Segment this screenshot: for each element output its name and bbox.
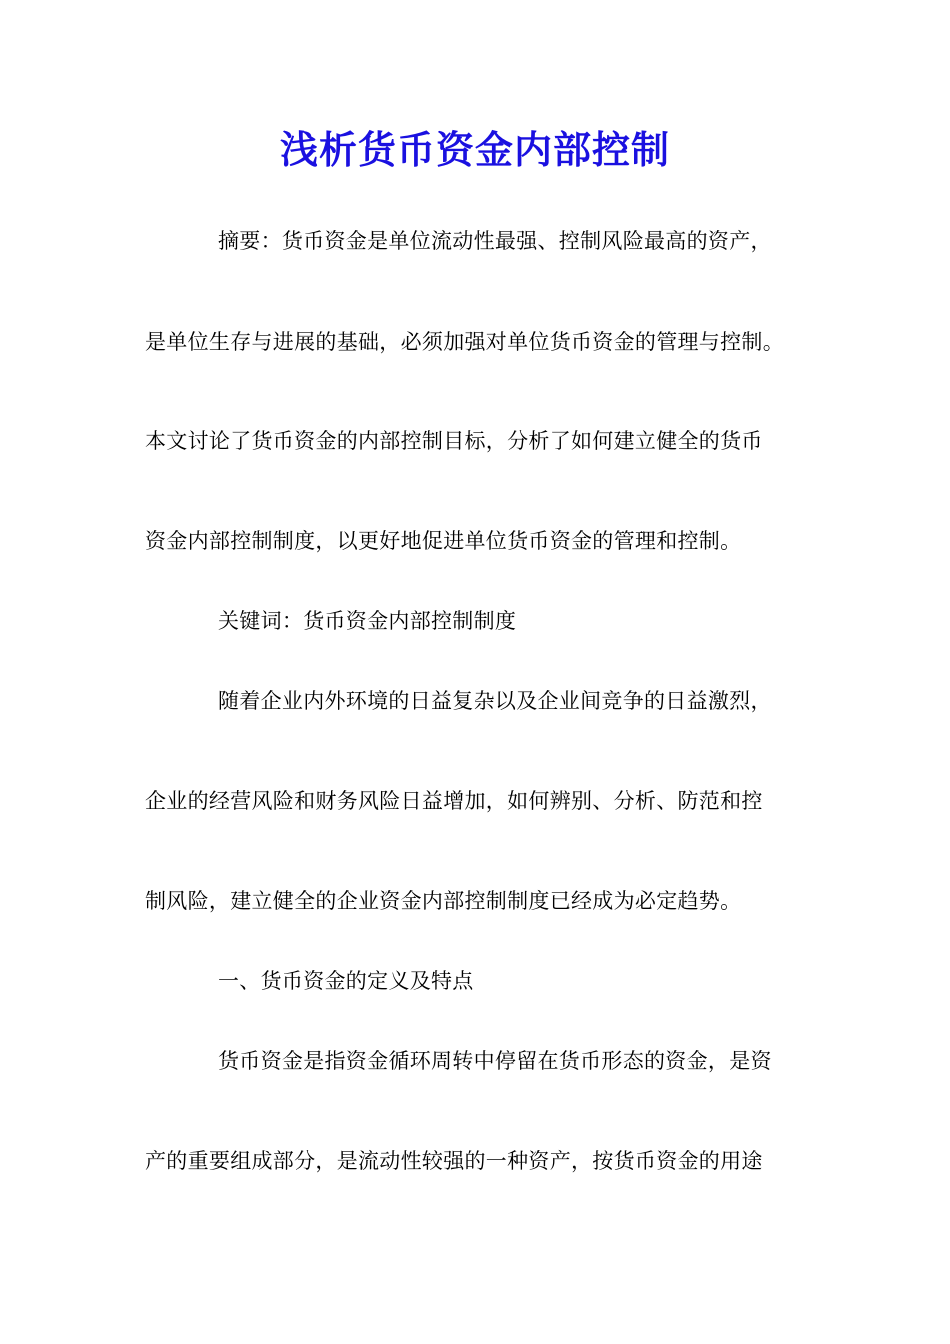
paragraph-line-5: 产的重要组成部分，是流动性较强的一种资产，按货币资金的用途 [145, 1149, 763, 1173]
keywords-line: 关键词：货币资金内部控制制度 [218, 609, 517, 633]
section-heading: 一、货币资金的定义及特点 [218, 969, 474, 993]
paragraph-line-2: 企业的经营风险和财务风险日益增加，如何辨别、分析、防范和控 [145, 789, 763, 813]
abstract-line-2: 是单位生存与进展的基础，必须加强对单位货币资金的管理与控制。 [145, 330, 784, 354]
abstract-line-3: 本文讨论了货币资金的内部控制目标，分析了如何建立健全的货币 [145, 429, 763, 453]
paragraph-line-3: 制风险，建立健全的企业资金内部控制制度已经成为必定趋势。 [145, 889, 742, 913]
paragraph-line-4: 货币资金是指资金循环周转中停留在货币形态的资金，是资 [218, 1049, 772, 1073]
abstract-line-4: 资金内部控制制度，以更好地促进单位货币资金的管理和控制。 [145, 529, 742, 553]
document-title: 浅析货币资金内部控制 [279, 127, 670, 172]
paragraph-line-1: 随着企业内外环境的日益复杂以及企业间竞争的日益激烈， [218, 689, 772, 713]
abstract-line-1: 摘要：货币资金是单位流动性最强、控制风险最高的资产， [218, 229, 772, 253]
